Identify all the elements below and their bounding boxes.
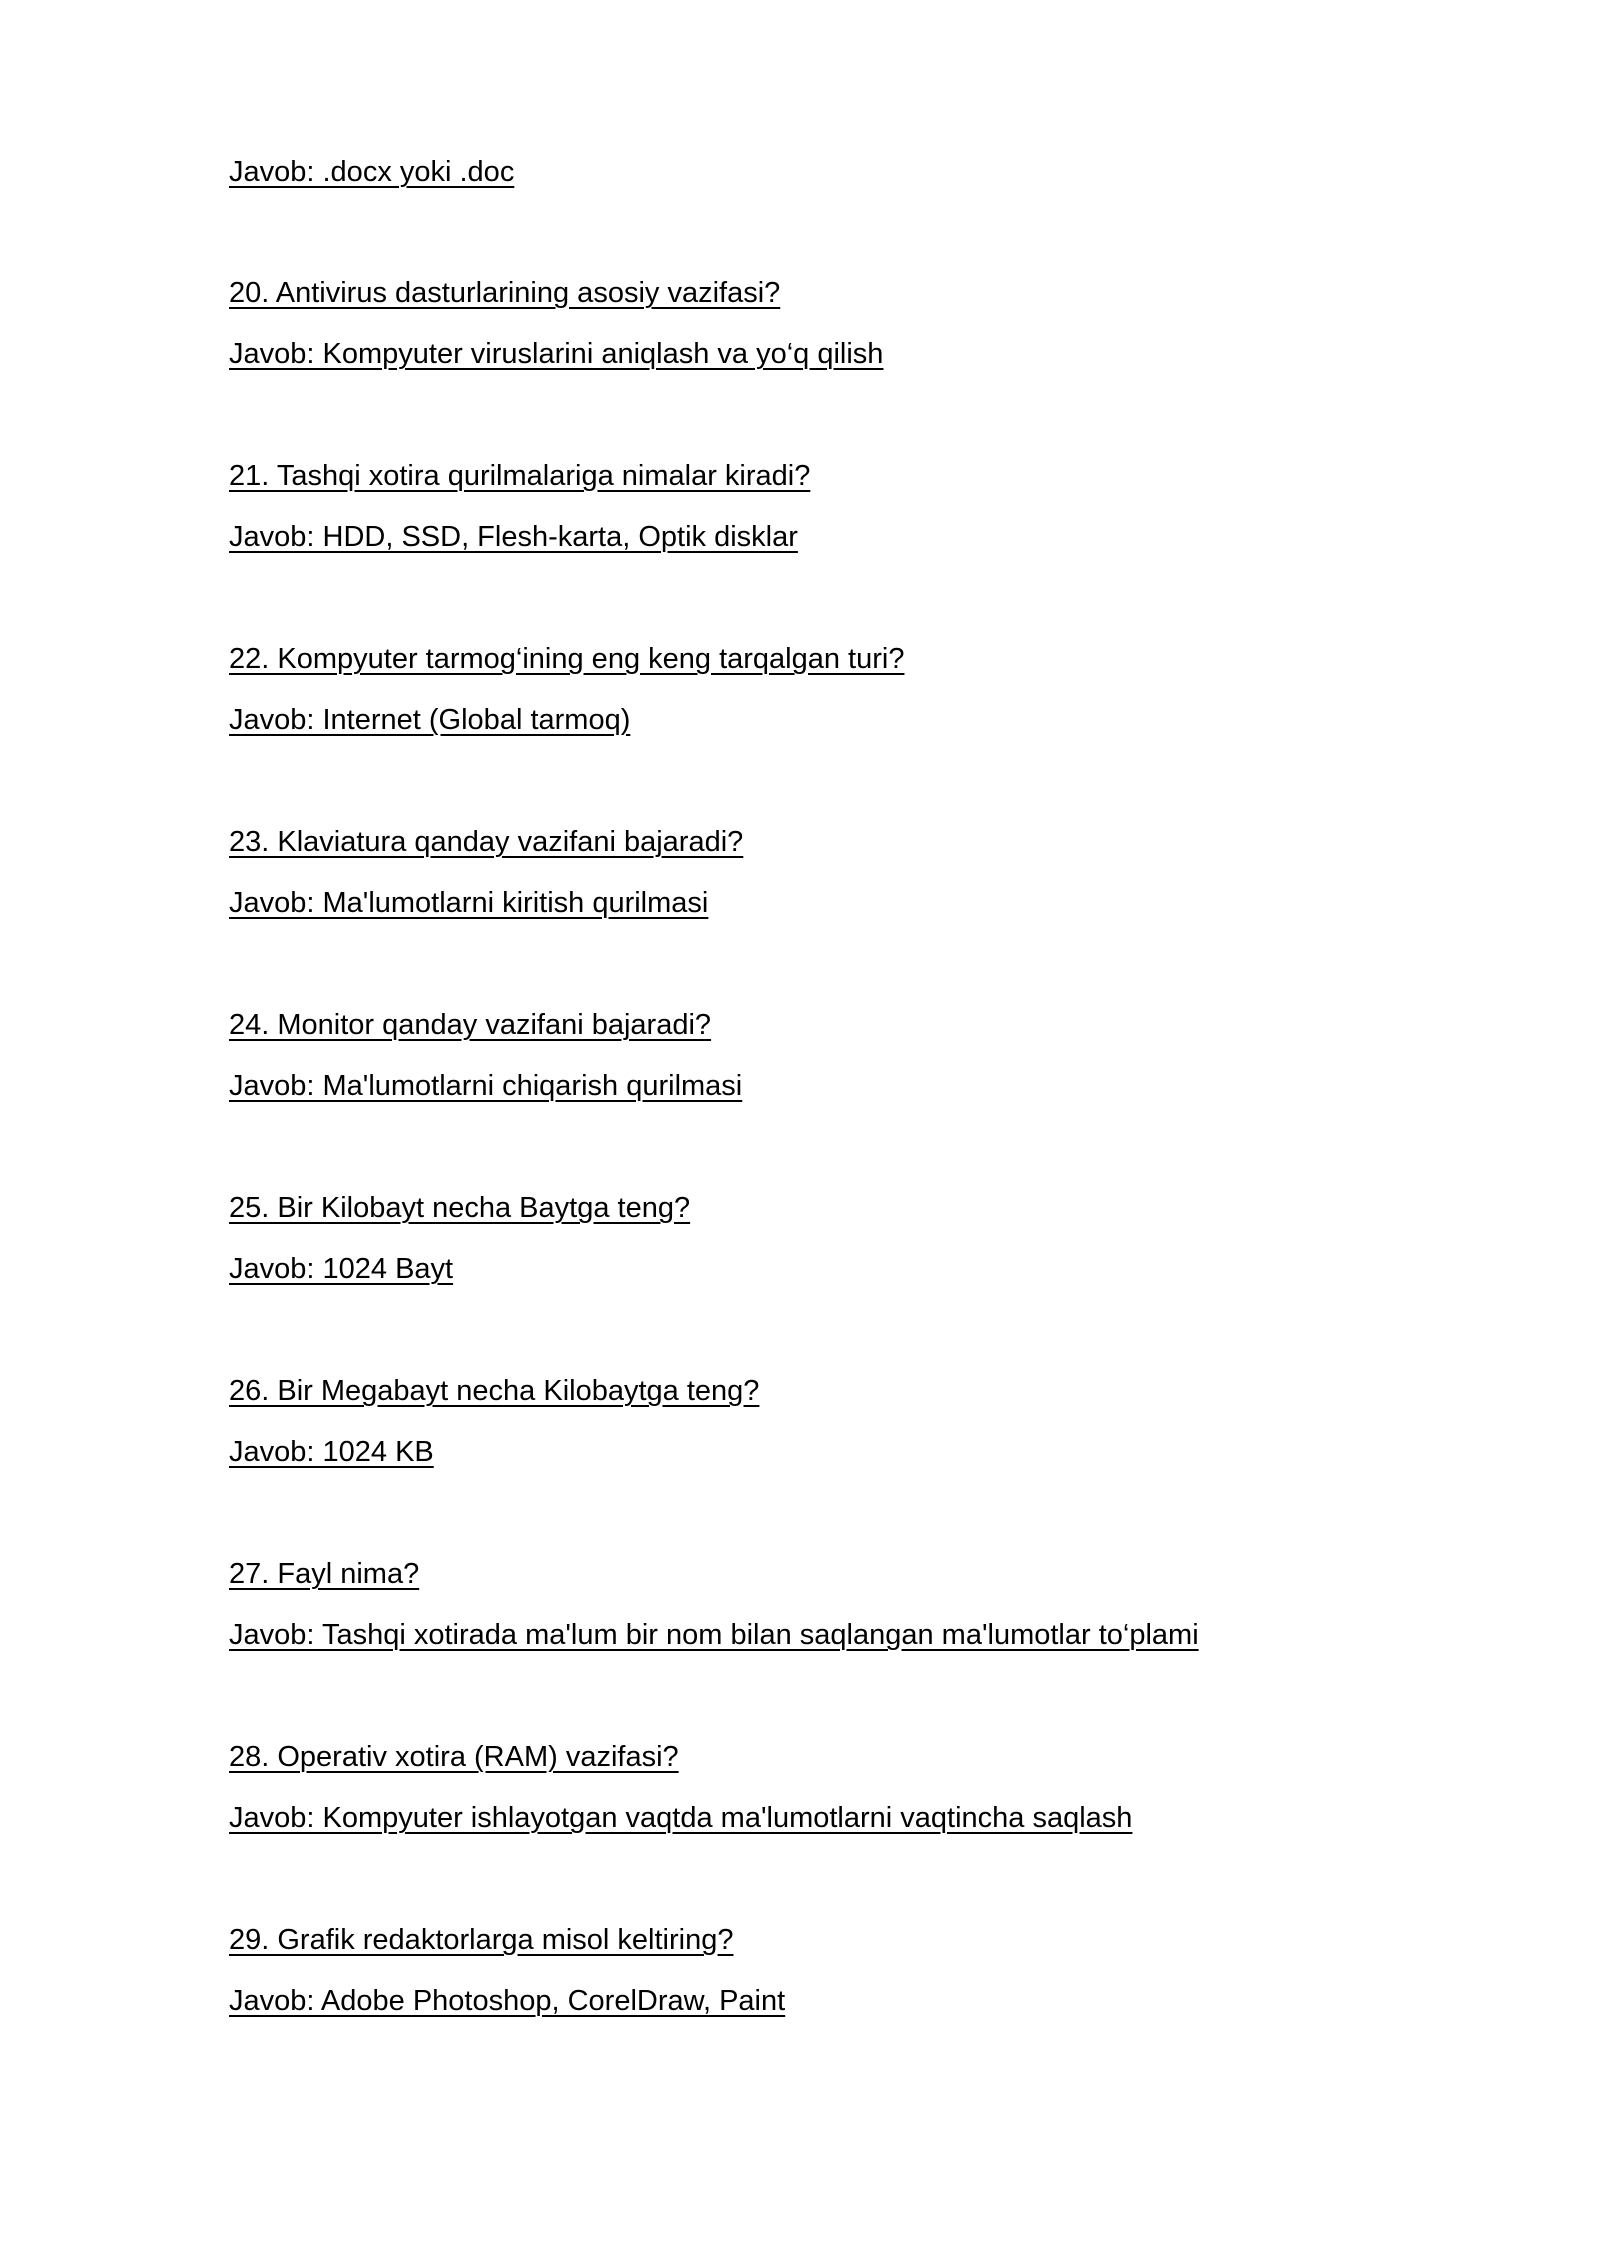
- qa-item: [229, 639, 1369, 740]
- qa-item: [229, 822, 1369, 923]
- answer-text: Javob: Ma'lumotlarni kiritish qurilmasi: [229, 887, 709, 919]
- question-text: 26. Bir Megabayt necha Kilobaytga teng?: [229, 1375, 760, 1407]
- qa-item: [229, 1554, 1369, 1655]
- question-text: 29. Grafik redaktorlarga misol keltiring?: [229, 1924, 734, 1956]
- qa-item: [229, 1920, 1369, 2021]
- question-text: 27. Fayl nima?: [229, 1558, 420, 1590]
- qa-item: [229, 1371, 1369, 1472]
- question-text: 21. Tashqi xotira qurilmalariga nimalar kiradi?: [229, 460, 811, 492]
- answer-text: Javob: Tashqi xotirada ma'lum bir nom bilan saqlangan ma'lumotlar to‘plami: [229, 1619, 1199, 1651]
- answer-text: Javob: 1024 KB: [229, 1436, 434, 1468]
- answer-text: Javob: Adobe Photoshop, CorelDraw, Paint: [229, 1985, 786, 2017]
- question-text: 20. Antivirus dasturlarining asosiy vazifasi?: [229, 277, 781, 309]
- question-text: 23. Klaviatura qanday vazifani bajaradi?: [229, 826, 744, 858]
- answer-text: Javob: Internet (Global tarmoq): [229, 704, 631, 736]
- qa-list: [229, 152, 1369, 2103]
- question-text: 24. Monitor qanday vazifani bajaradi?: [229, 1009, 712, 1041]
- qa-item: [229, 1737, 1369, 1838]
- question-text: 22. Kompyuter tarmog‘ining eng keng tarqalgan turi?: [229, 643, 905, 675]
- answer-text: Javob: Kompyuter viruslarini aniqlash va yo‘q qilish: [229, 338, 884, 370]
- answer-text: Javob: Kompyuter ishlayotgan vaqtda ma'lumotlarni vaqtincha saqlash: [229, 1802, 1133, 1834]
- answer-text: Javob: HDD, SSD, Flesh-karta, Optik disklar: [229, 521, 798, 553]
- question-text: 28. Operativ xotira (RAM) vazifasi?: [229, 1741, 679, 1773]
- qa-item: [229, 1005, 1369, 1106]
- answer-text: Javob: Ma'lumotlarni chiqarish qurilmasi: [229, 1070, 743, 1102]
- question-text: 25. Bir Kilobayt necha Baytga teng?: [229, 1192, 691, 1224]
- answer-text: Javob: .docx yoki .doc: [229, 156, 515, 188]
- qa-item: [229, 273, 1369, 374]
- qa-item: [229, 1188, 1369, 1289]
- qa-item: [229, 456, 1369, 557]
- answer-text: Javob: 1024 Bayt: [229, 1253, 454, 1285]
